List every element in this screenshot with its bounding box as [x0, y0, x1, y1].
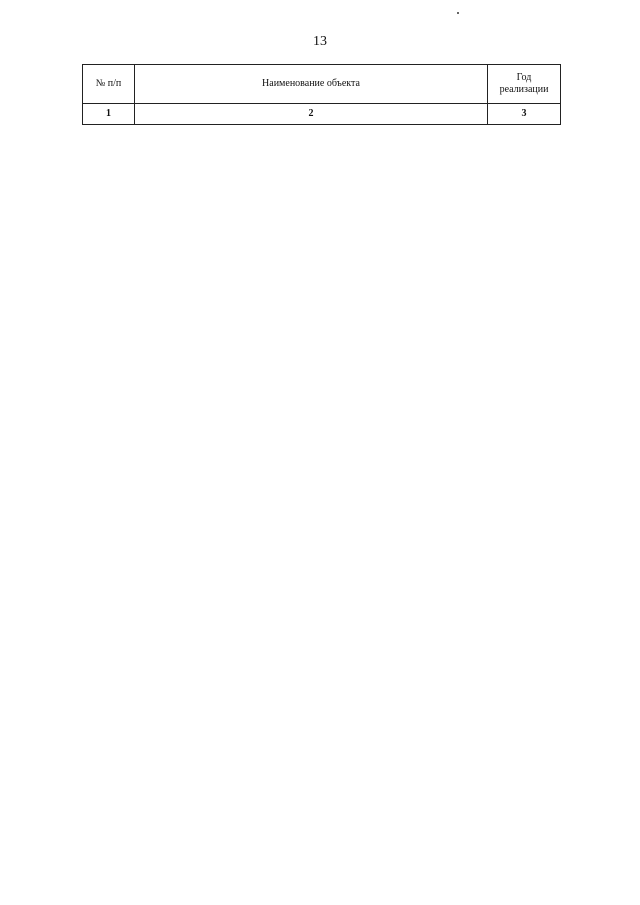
- page-number: 13: [313, 34, 327, 49]
- column-number-3: 3: [488, 104, 561, 125]
- table-body: [83, 104, 561, 125]
- header-object-name: Наименование объекта: [135, 65, 488, 104]
- objects-table: [82, 64, 561, 125]
- column-number-2: 2: [135, 104, 488, 125]
- header-year: Год реализации: [488, 65, 561, 104]
- header-number: № п/п: [83, 65, 135, 104]
- scan-dot: [457, 12, 459, 14]
- column-number-1: 1: [83, 104, 135, 125]
